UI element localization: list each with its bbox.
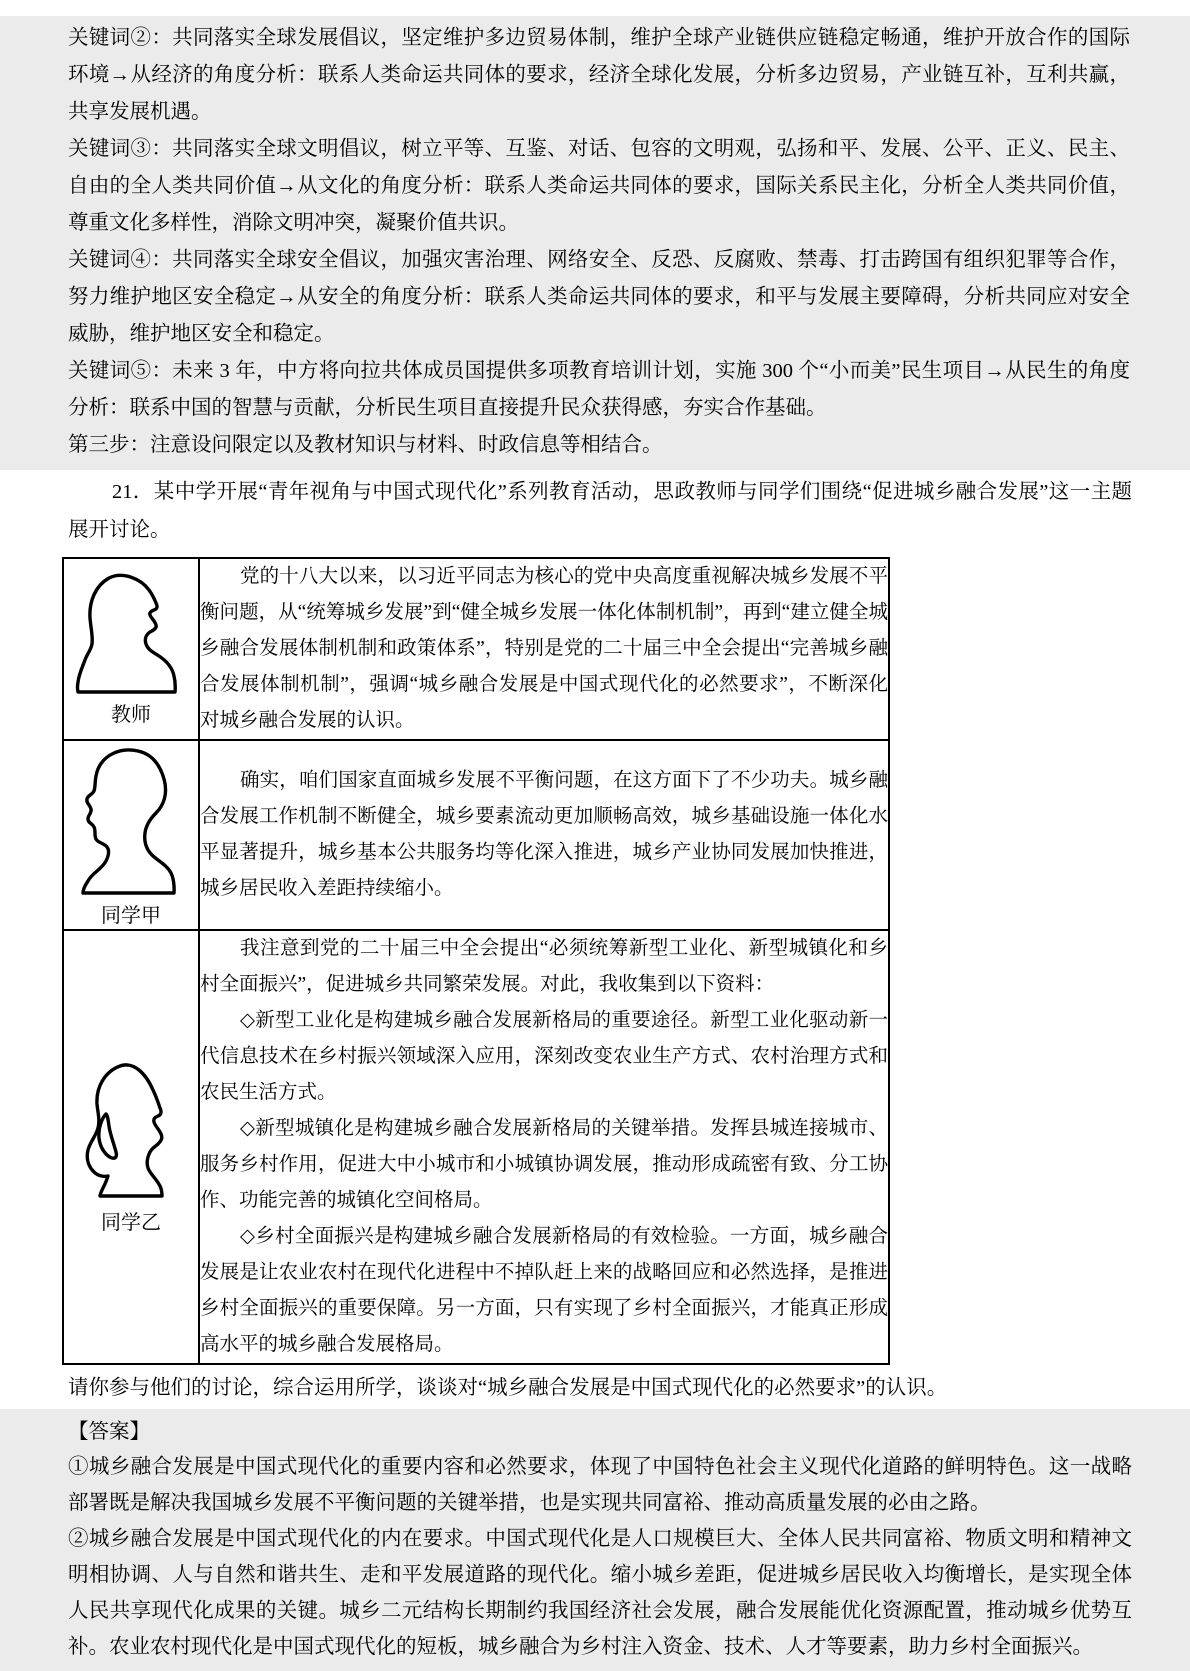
question-stem-wrap — [0, 470, 1190, 549]
avatar-label: 同学乙 — [101, 1212, 161, 1234]
avatar-label: 同学甲 — [101, 905, 161, 927]
avatar-label: 教师 — [111, 704, 151, 726]
speech-text: ◇乡村全面振兴是构建城乡融合发展新格局的有效检验。一方面，城乡融合发展是让农业农村在现代化进程中不掉队赶上来的战略回应和必然选择，是推进乡村全面振兴的重要保障。另一方面，只有实现了乡村全面振兴，才能真正形成高水平的城乡融合发展格局。 — [200, 1226, 888, 1355]
student-b-profile-silhouette-icon — [76, 1058, 186, 1208]
answer-shaded-block — [0, 1409, 1190, 1671]
avatar-cell-student-b — [63, 930, 199, 1364]
answer-paragraph-2: ②城乡融合发展是中国式现代化的内在要求。中国式现代化是人口规模巨大、全体人民共同富裕、物质文明和精神文明相协调、人与自然和谐共生、走和平发展道路的现代化。缩小城乡差距，促进城乡居民收入均衡增长，是实现全体人民共享现代化成果的关键。城乡二元结构长期制约我国经济社会发展，融合发展能优化资源配置，推动城乡优势互补。农业农村现代化是中国式现代化的短板，城乡融合为乡村注入资金、技术、人才等要素，助力乡村全面振兴。 — [68, 1528, 1132, 1658]
table-row — [63, 930, 889, 1364]
speech-cell-student-a — [199, 740, 889, 930]
speech-text: 党的十八大以来，以习近平同志为核心的党中央高度重视解决城乡发展不平衡问题，从“统筹城乡发展”到“健全城乡发展一体化体制机制”，再到“建立健全城乡融合发展体制机制和政策体系”，特别是党的二十届三中全会提出“完善城乡融合发展体制机制”，强调“城乡融合发展是中国式现代化的必然要求”，不断深化对城乡融合发展的认识。 — [200, 566, 888, 731]
avatar — [64, 741, 198, 929]
dialogue-table — [62, 557, 890, 1365]
document-page — [0, 16, 1190, 1658]
analysis-paragraph-step3: 第三步：注意设问限定以及教材知识与材料、时政信息等相结合。 — [68, 434, 663, 456]
question-stem: 21．某中学开展“青年视角与中国式现代化”系列教育活动，思政教师与同学们围绕“促进城乡融合发展”这一主题展开讨论。 — [68, 481, 1132, 541]
speech-text: ◇新型工业化是构建城乡融合发展新格局的重要途径。新型工业化驱动新一代信息技术在乡村振兴领域深入应用，深刻改变农业生产方式、农村治理方式和农民生活方式。 — [200, 1010, 888, 1103]
avatar-cell-student-a — [63, 740, 199, 930]
table-row — [63, 558, 889, 740]
analysis-paragraph-keyword3: 关键词③：共同落实全球文明倡议，树立平等、互鉴、对话、包容的文明观，弘扬和平、发展、公平、正义、民主、自由的全人类共同价值→从文化的角度分析：联系人类命运共同体的要求，国际关系民主化，分析全人类共同价值，尊重文化多样性，消除文明冲突，凝聚价值共识。 — [68, 138, 1130, 234]
speech-cell-teacher — [199, 558, 889, 740]
avatar-cell-teacher — [63, 558, 199, 740]
avatar — [64, 1058, 198, 1236]
speech-text: 确实，咱们国家直面城乡发展不平衡问题，在这方面下了不少功夫。城乡融合发展工作机制不断健全，城乡要素流动更加顺畅高效，城乡基础设施一体化水平显著提升，城乡基本公共服务均等化深入推进，城乡产业协同发展加快推进，城乡居民收入差距持续缩小。 — [200, 770, 888, 899]
answer-paragraph-1: ①城乡融合发展是中国式现代化的重要内容和必然要求，体现了中国特色社会主义现代化道路的鲜明特色。这一战略部署既是解决我国城乡发展不平衡问题的关键举措，也是实现共同富裕、推动高质量发展的必由之路。 — [68, 1456, 1132, 1514]
speech-cell-student-b — [199, 930, 889, 1364]
analysis-shaded-block — [0, 16, 1190, 470]
question-ask-line: 请你参与他们的讨论，综合运用所学，谈谈对“城乡融合发展是中国式现代化的必然要求”的认识。 — [68, 1377, 948, 1399]
answer-title: 【答案】 — [68, 1421, 150, 1443]
table-row — [63, 740, 889, 930]
teacher-profile-silhouette-icon — [75, 570, 187, 700]
student-a-profile-silhouette-icon — [76, 741, 186, 901]
analysis-paragraph-keyword5: 关键词⑤：未来 3 年，中方将向拉共体成员国提供多项教育培训计划，实施 300 个“小而美”民生项目→从民生的角度分析：联系中国的智慧与贡献，分析民生项目直接提升民众获得感，夯实合作基础。 — [68, 360, 1130, 419]
analysis-paragraph-keyword4: 关键词④：共同落实全球安全倡议，加强灾害治理、网络安全、反恐、反腐败、禁毒、打击跨国有组织犯罪等合作，努力维护地区安全稳定→从安全的角度分析：联系人类命运共同体的要求，和平与发展主要障碍，分析共同应对安全威胁，维护地区安全和稳定。 — [68, 249, 1130, 345]
speech-text: 我注意到党的二十届三中全会提出“必须统筹新型工业化、新型城镇化和乡村全面振兴”，促进城乡共同繁荣发展。对此，我收集到以下资料： — [200, 938, 888, 995]
speech-text: ◇新型城镇化是构建城乡融合发展新格局的关键举措。发挥县城连接城市、服务乡村作用，促进大中小城市和小城镇协调发展，推动形成疏密有致、分工协作、功能完善的城镇化空间格局。 — [200, 1118, 888, 1211]
avatar — [64, 570, 198, 728]
analysis-paragraph-keyword2: 关键词②：共同落实全球发展倡议，坚定维护多边贸易体制，维护全球产业链供应链稳定畅通，维护开放合作的国际环境→从经济的角度分析：联系人类命运共同体的要求，经济全球化发展，分析多边贸易，产业链互补，互利共赢，共享发展机遇。 — [68, 27, 1130, 123]
